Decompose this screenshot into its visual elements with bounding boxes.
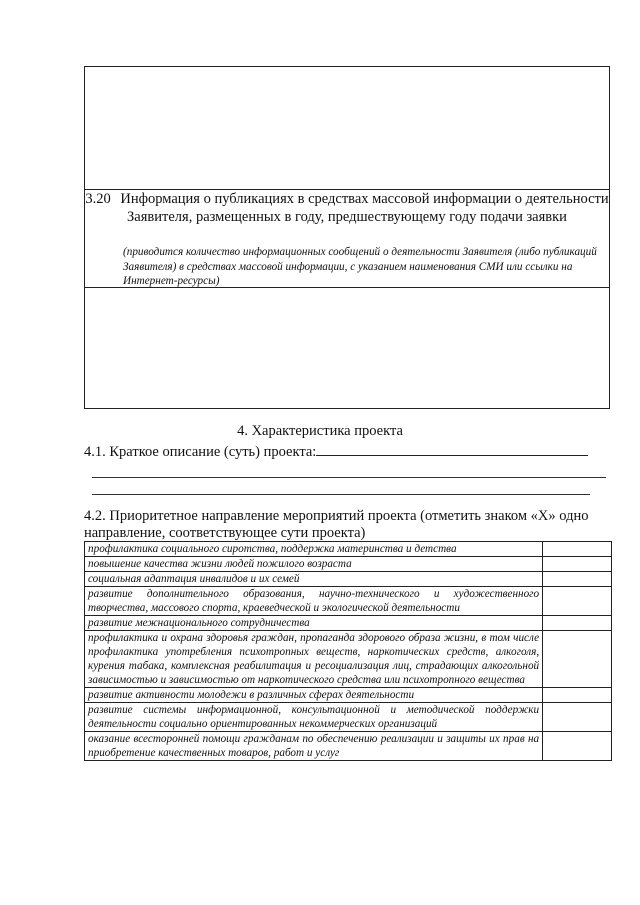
table-row <box>85 557 612 572</box>
priority-label: развитие активности молодежи в различных сферах деятельности <box>85 688 543 703</box>
priority-label: развитие системы информационной, консультационной и методической поддержки деятельности социально ориентированных некоммерческих организаций <box>85 703 543 732</box>
priority-label: оказание всесторонней помощи гражданам по обеспечению реализации и защиты их прав на приобретение качественных товаров, работ и услуг <box>85 732 543 761</box>
table-row <box>85 732 612 761</box>
checkbox-cell[interactable] <box>543 703 612 732</box>
priority-label: социальная адаптация инвалидов и их семей <box>85 572 543 587</box>
checkbox-cell[interactable] <box>543 587 612 616</box>
question-4-1 <box>84 443 588 461</box>
checkbox-cell[interactable] <box>543 542 612 557</box>
priority-table <box>84 541 612 761</box>
checkbox-cell[interactable] <box>543 557 612 572</box>
priority-label: профилактика и охрана здоровья граждан, пропаганда здорового образа жизни, в том числе профилактика употребления психотропных веществ, наркотических средств, алкоголя, курения табака, комплексная реабилитация и ресоциализация лиц, страдающих алкогольной зависимостью и зависимостью от наркотического средства или психотропного вещества <box>85 631 543 688</box>
priority-label: профилактика социального сиротства, поддержка материнства и детства <box>85 542 543 557</box>
section-number: 3.20 <box>85 191 111 207</box>
table-row <box>85 703 612 732</box>
table-row <box>85 542 612 557</box>
answer-line[interactable] <box>92 477 606 478</box>
table-row <box>85 631 612 688</box>
priority-label: развитие дополнительного образования, научно-технического и художественного творчества, массового спорта, краеведческой и экологической деятельности <box>85 587 543 616</box>
table-row <box>85 572 612 587</box>
section-3-20-box <box>84 66 610 409</box>
section-4-title: 4. Характеристика проекта <box>237 423 403 439</box>
checkbox-cell[interactable] <box>543 572 612 587</box>
table-row <box>85 587 612 616</box>
answer-line[interactable] <box>316 443 588 456</box>
checkbox-cell[interactable] <box>543 732 612 761</box>
table-row <box>85 688 612 703</box>
answer-line[interactable] <box>92 494 590 495</box>
question-4-2: 4.2. Приоритетное направление мероприятий проекта (отметить знаком «Х» одно направление, соответствующее сути проекта) <box>84 508 589 541</box>
section-3-20-answer-area[interactable] <box>85 288 609 408</box>
table-row <box>85 616 612 631</box>
section-heading-text: Информация о публикациях в средствах массовой информации о деятельности Заявителя, размещенных в году, предшествующему году подачи заявки <box>120 191 609 225</box>
question-4-1-label: 4.1. Краткое описание (суть) проекта: <box>84 444 317 460</box>
section-3-20-heading <box>85 190 609 226</box>
priority-label: развитие межнационального сотрудничества <box>85 616 543 631</box>
checkbox-cell[interactable] <box>543 688 612 703</box>
priority-label: повышение качества жизни людей пожилого возраста <box>85 557 543 572</box>
checkbox-cell[interactable] <box>543 631 612 688</box>
section-3-20-note: (приводится количество информационных сообщений о деятельности Заявителя (либо публикаций Заявителя) в средствах массовой информации, с указанием наименования СМИ или ссылки на Интернет-ресурсы) <box>123 246 597 287</box>
checkbox-cell[interactable] <box>543 616 612 631</box>
